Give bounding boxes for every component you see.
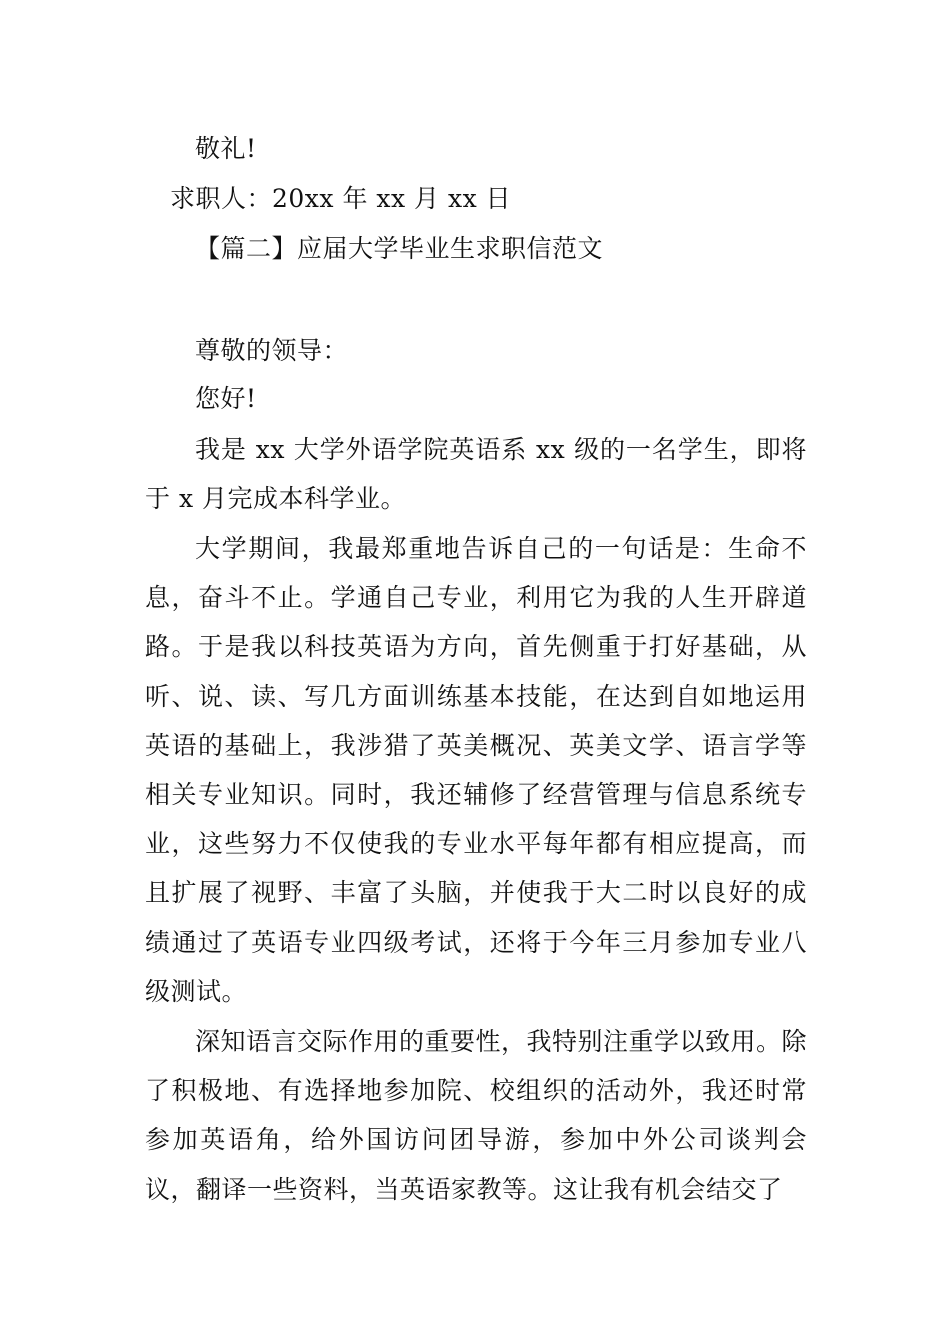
greeting: 您好!	[195, 384, 257, 413]
salutation: 尊敬的领导：	[195, 336, 349, 365]
paragraph-practice: 深知语言交际作用的重要性，我特别注重学以致用。除了积极地、有选择地参加院、校组织的活动外，我还时常参加英语角，给外国访问团导游，参加中外公司谈判会议，翻译一些资料，当英语家教等。这让我有机会结交了	[145, 1027, 808, 1204]
paragraph-university: 大学期间，我最郑重地告诉自己的一句话是：生命不息，奋斗不止。学通自己专业，利用它为我的人生开辟道路。于是我以科技英语为方向，首先侧重于打好基础，从听、说、读、写几方面训练基本技能，在达到自如地运用英语的基础上，我涉猎了英美概况、英美文学、语言学等相关专业知识。同时，我还辅修了经营管理与信息系统专业，这些努力不仅使我的专业水平每年都有相应提高，而且扩展了视野、丰富了头脑，并使我于大二时以良好的成绩通过了英语专业四级考试，还将于今年三月参加专业八级测试。	[145, 534, 807, 1006]
section-heading: 【篇二】应届大学毕业生求职信范文	[195, 234, 604, 263]
signature-line: 求职人：20xx 年 xx 月 xx 日	[170, 184, 512, 213]
paragraph-intro: 我是 xx 大学外语学院英语系 xx 级的一名学生，即将于 x 月完成本科学业。	[145, 435, 807, 514]
closing-line: 敬礼!	[195, 134, 257, 163]
